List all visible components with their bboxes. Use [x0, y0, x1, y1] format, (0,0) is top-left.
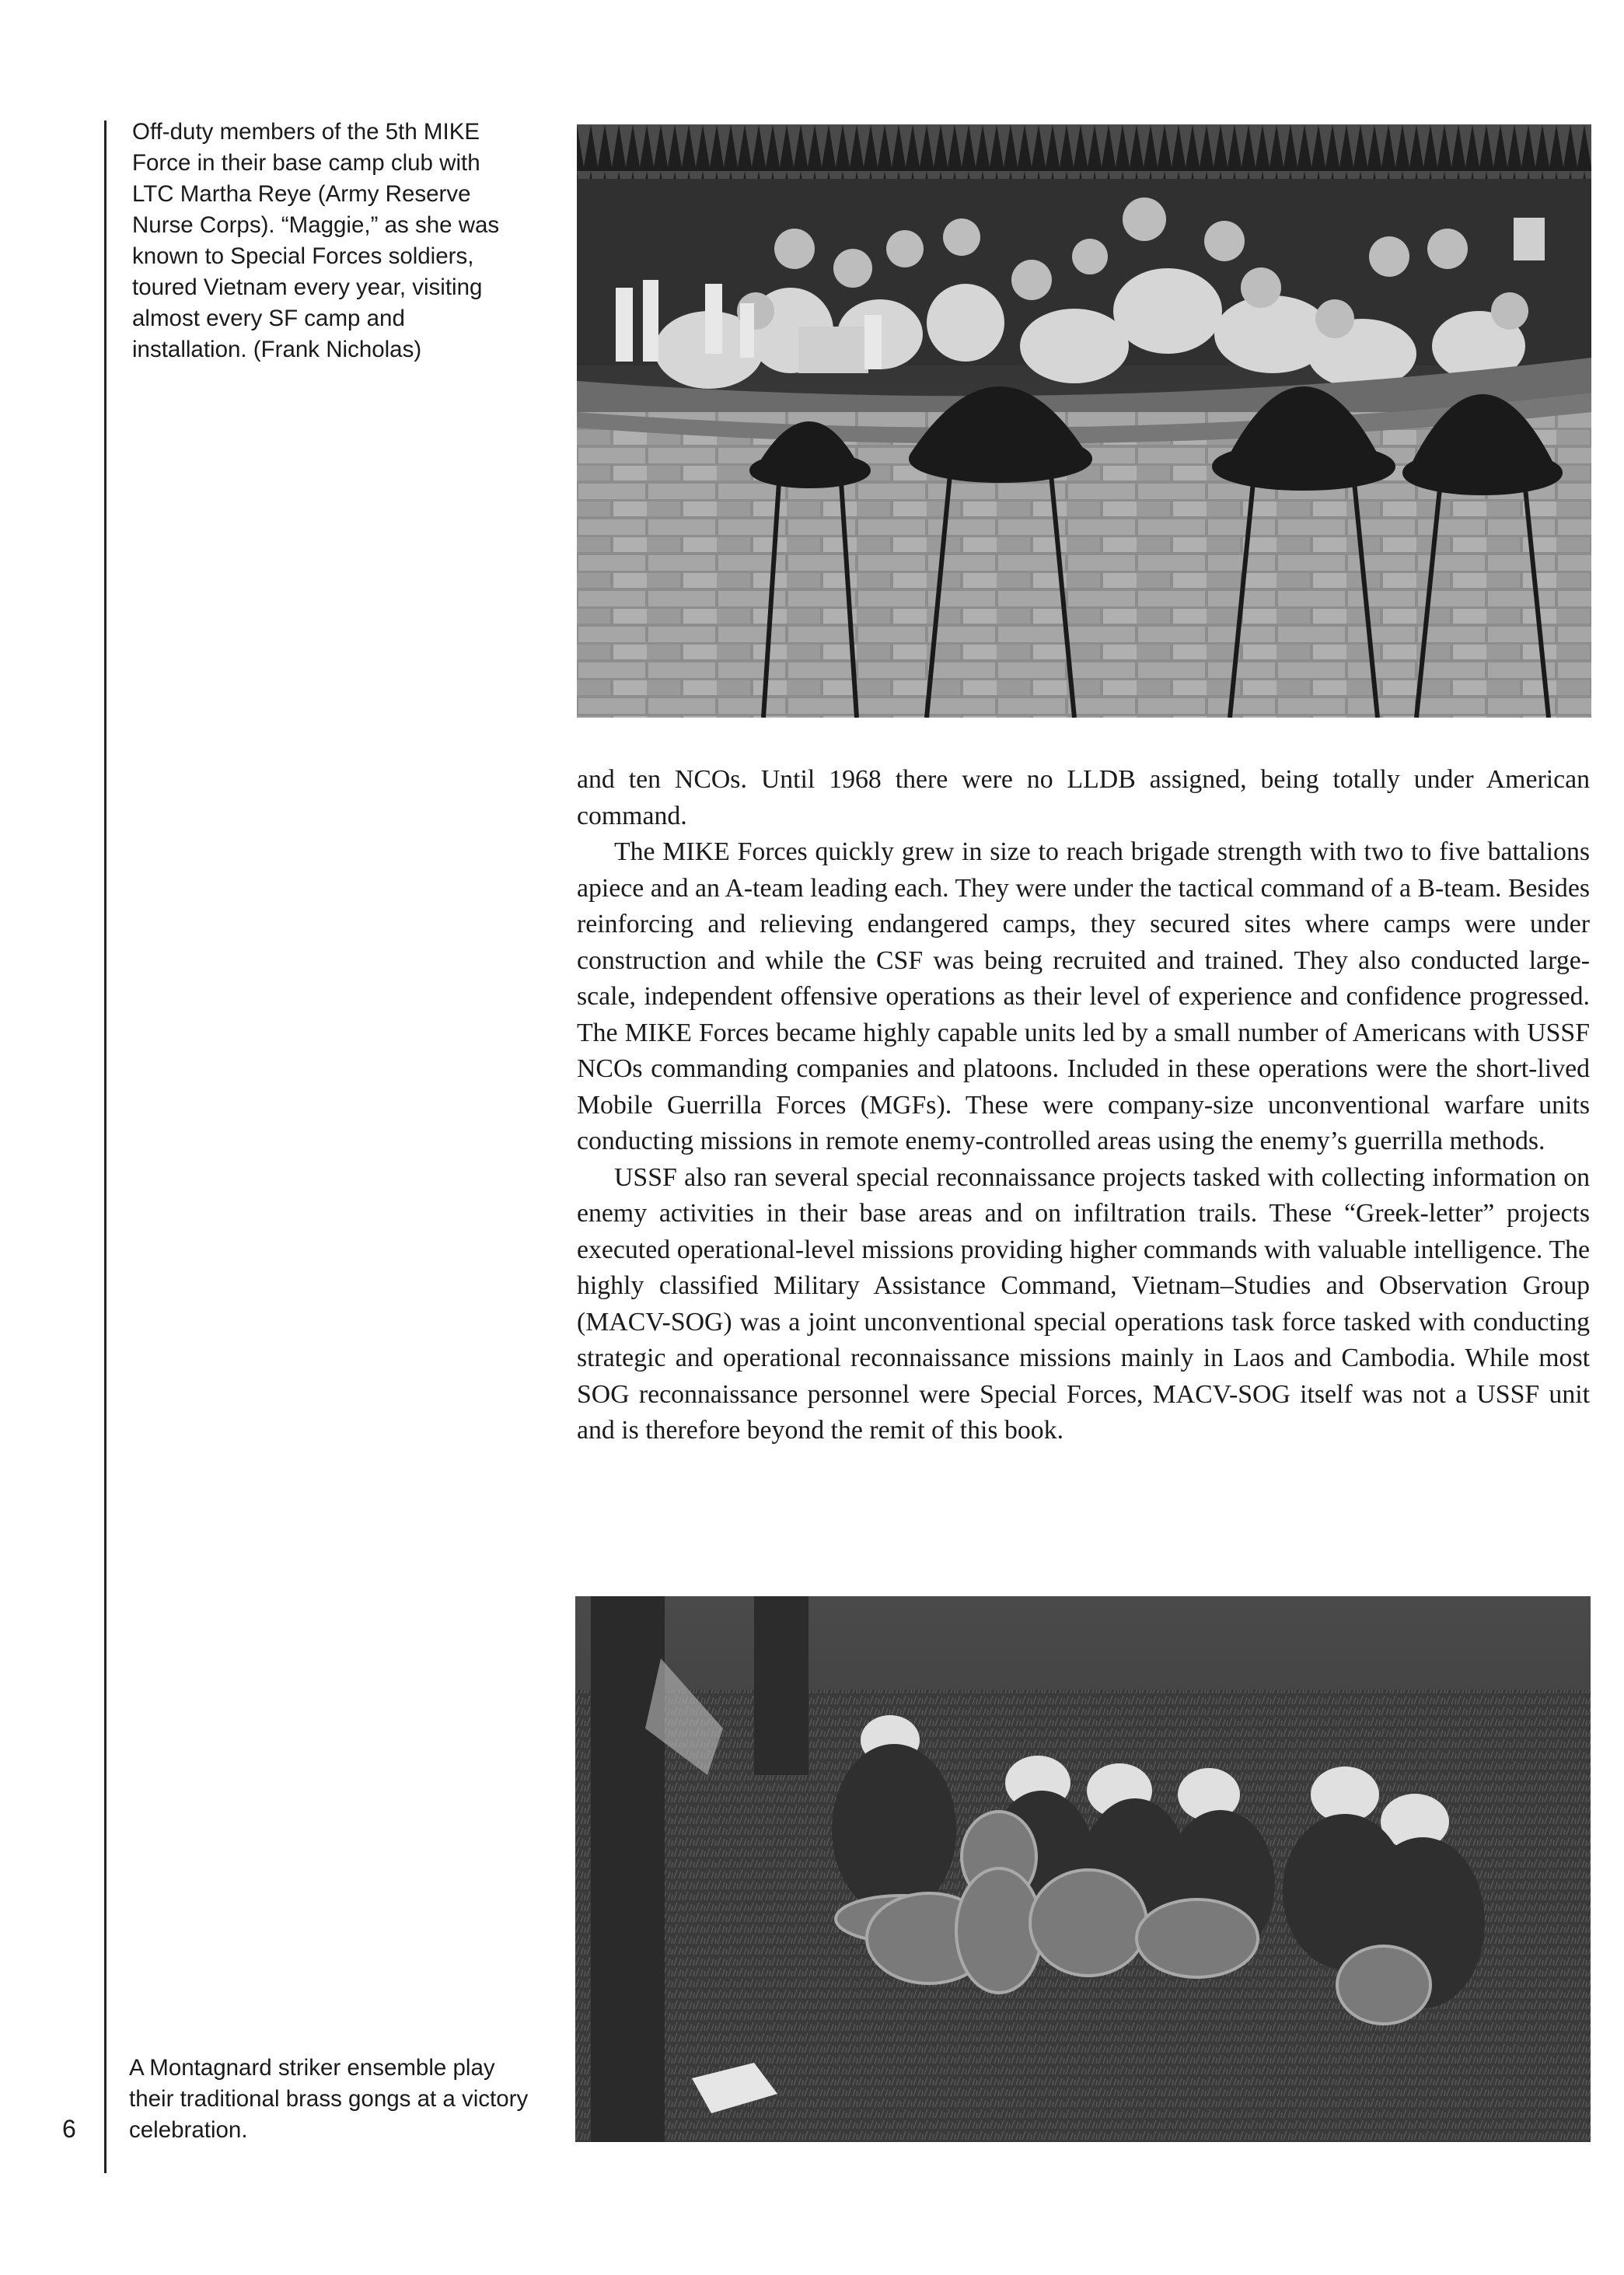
body-paragraph-3: USSF also ran several special reconnaissance projects tasked with collecting information on enemy activities in their base areas and on infiltration trails. These “Greek-letter” projects executed operational-level missions providing higher commands with valuable intelligence. The highly classified Military Assistance Command, Vietnam–Studies and Observation Group (MACV-SOG) was a joint unconventional special operations task force tasked with conducting strategic and operational reconnaissance missions mainly in Laos and Cambodia. While most SOG reconnaissance personnel were Special Forces, MACV-SOG itself was not a USSF unit and is therefore beyond the remit of this book.: [577, 1162, 1590, 1445]
margin-rule: [104, 121, 107, 2173]
gong-ensemble-photo: [575, 1596, 1591, 2142]
body-paragraph-1: and ten NCOs. Until 1968 there were no LLDB assigned, being totally under American command.: [577, 765, 1590, 830]
bottom-photo-caption: A Montagnard striker ensemble play their traditional brass gongs at a victory celebration.: [129, 2055, 529, 2143]
body-text: [577, 762, 1590, 1449]
body-paragraph-2: The MIKE Forces quickly grew in size to reach brigade strength with two to five battalions apiece and an A-team leading each. They were under the tactical command of a B-team. Besides reinforcing and relieving endangered camps, they secured sites where camps were under construction and while the CSF was being recruited and trained. They also conducted large-scale, independent offensive operations as their level of experience and confidence progressed. The MIKE Forces became highly capable units led by a small number of Americans with USSF NCOs commanding companies and platoons. Included in these operations were the short-lived Mobile Guerrilla Forces (MGFs). These were company-size unconventional warfare units conducting missions in remote enemy-controlled areas using the enemy’s guerrilla methods.: [577, 837, 1590, 1155]
bar-club-photo: [577, 124, 1591, 718]
top-photo-caption: Off-duty members of the 5th MIKE Force in their base camp club with LTC Martha Reye (Army Reserve Nurse Corps). “Maggie,” as she was known to Special Forces soldiers, toured Vietnam every year, visiting almost every SF camp and installation. (Frank Nicholas): [132, 119, 500, 362]
page-number: 6: [62, 2115, 76, 2143]
